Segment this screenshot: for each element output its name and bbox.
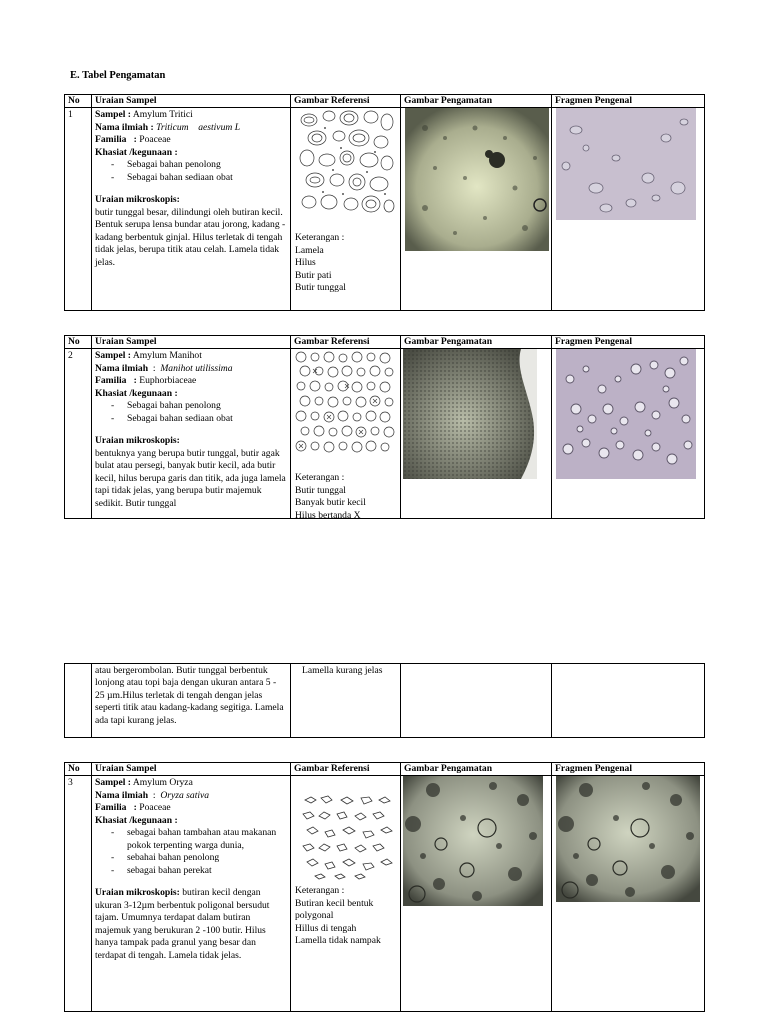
row-number: 1 — [65, 108, 92, 311]
sample-description-continued: atau bergerombolan. Butir tunggal berbentuk lonjong atau topi baja dengan ukuran antara 5 - 25 µm.Hilus terletak di tengah dengan jelas seperti titik atau kadang-kadang segitiga. Lamela ada tapi kurang jelas. — [92, 664, 291, 738]
reference-cell — [291, 776, 401, 1012]
header-uraian: Uraian Sampel — [92, 763, 291, 776]
reference-legend-continued: Lamella kurang jelas — [291, 664, 401, 738]
table-header-row — [65, 763, 705, 776]
header-no: No — [65, 763, 92, 776]
reference-legend: Keterangan : Butiran kecil bentuk polygonal Hillus di tengah Lamella tidak nampak — [295, 885, 381, 947]
table-header-row — [65, 95, 705, 108]
header-referensi: Gambar Referensi — [291, 95, 401, 108]
wheat-fragment-micrograph — [556, 108, 696, 220]
header-no: No — [65, 95, 92, 108]
sample-description: Sampel : Amylum Manihot Nama ilmiah : Manihot utilissima Familia : Euphorbiaceae Khasiat /kegunaan : - Sebagai bahan penolong - Sebagai bahan sediaan obat Uraian mikroskopis: bentuknya yang berupa butir tunggal, butir agak bulat atau persegi, banyak butir kecil, ada butir kecil, hilus berupa garis dan titik, ada juga lamela tapi tidak jelas, yang berupa butir majemuk sedikit. Butir tunggal — [92, 349, 291, 519]
header-pengamatan: Gambar Pengamatan — [401, 95, 552, 108]
sample-description: Sampel : Amylum Oryza Nama ilmiah : Oryza sativa Familia : Poaceae Khasiat /kegunaan : - sebagai bahan tambahan atau makanan pokok terpenting warga dunia, - sebahai bahan penolong - sebagai bahan perekat Uraian mikroskopis: butiran kecil dengan ukuran 3-12µm berbentuk poligonal bersudut tajam. Umumnya terdapat dalam butiran majemuk yang berukuran 2 -100 butir. Hilus hanya tampak pada granul yang besar dan terdapat di tengah. Lamela tidak jelas. — [92, 776, 291, 1012]
cassava-starch-reference-drawing — [293, 349, 397, 457]
header-uraian: Uraian Sampel — [92, 336, 291, 349]
row-number: 3 — [65, 776, 92, 1012]
observation-table-2 — [64, 335, 705, 519]
wheat-starch-reference-drawing — [297, 108, 395, 216]
cassava-observation-micrograph — [403, 349, 537, 479]
fragment-cell — [552, 664, 705, 738]
fragment-cell — [552, 108, 705, 311]
table-row — [65, 776, 705, 1012]
continuation-table — [64, 663, 705, 738]
header-pengamatan: Gambar Pengamatan — [401, 336, 552, 349]
header-fragmen: Fragmen Pengenal — [552, 95, 705, 108]
observation-table-1 — [64, 94, 705, 311]
observation-table-3 — [64, 762, 705, 1012]
header-referensi: Gambar Referensi — [291, 336, 401, 349]
header-referensi: Gambar Referensi — [291, 763, 401, 776]
header-fragmen: Fragmen Pengenal — [552, 763, 705, 776]
rice-starch-reference-drawing — [301, 794, 393, 880]
observation-cell — [401, 776, 552, 1012]
table-header-row — [65, 336, 705, 349]
table-row — [65, 349, 705, 519]
header-uraian: Uraian Sampel — [92, 95, 291, 108]
table-row — [65, 108, 705, 311]
fragment-cell — [552, 349, 705, 519]
cassava-fragment-micrograph — [556, 349, 696, 479]
header-pengamatan: Gambar Pengamatan — [401, 763, 552, 776]
reference-legend: Keterangan : Lamela Hilus Butir pati Butir tunggal — [295, 232, 346, 294]
table-row — [65, 664, 705, 738]
reference-legend: Keterangan : Butir tunggal Banyak butir kecil Hilus bertanda X — [295, 472, 366, 521]
observation-cell — [401, 349, 552, 519]
reference-cell — [291, 108, 401, 311]
wheat-observation-micrograph — [405, 108, 549, 251]
reference-cell — [291, 349, 401, 519]
row-number: 2 — [65, 349, 92, 519]
rice-fragment-micrograph — [556, 776, 700, 902]
fragment-cell — [552, 776, 705, 1012]
row-number — [65, 664, 92, 738]
header-fragmen: Fragmen Pengenal — [552, 336, 705, 349]
header-no: No — [65, 336, 92, 349]
section-heading: E. Tabel Pengamatan — [70, 70, 166, 81]
observation-cell — [401, 108, 552, 311]
sample-description: Sampel : Amylum Tritici Nama ilmiah : Triticum aestivum L Familia : Poaceae Khasiat /kegunaan : - Sebagai bahan penolong - Sebagai bahan sediaan obat Uraian mikroskopis: butir tunggal besar, dilindungi oleh butiran kecil. Bentuk serupa lensa bundar atau jorong, kadang - kadang berbentuk ginjal. Hilus terletak di tengah tidak jelas, berupa titik atau celah. Lamela tidak jelas. — [92, 108, 291, 311]
observation-cell — [401, 664, 552, 738]
rice-observation-micrograph — [403, 776, 543, 906]
